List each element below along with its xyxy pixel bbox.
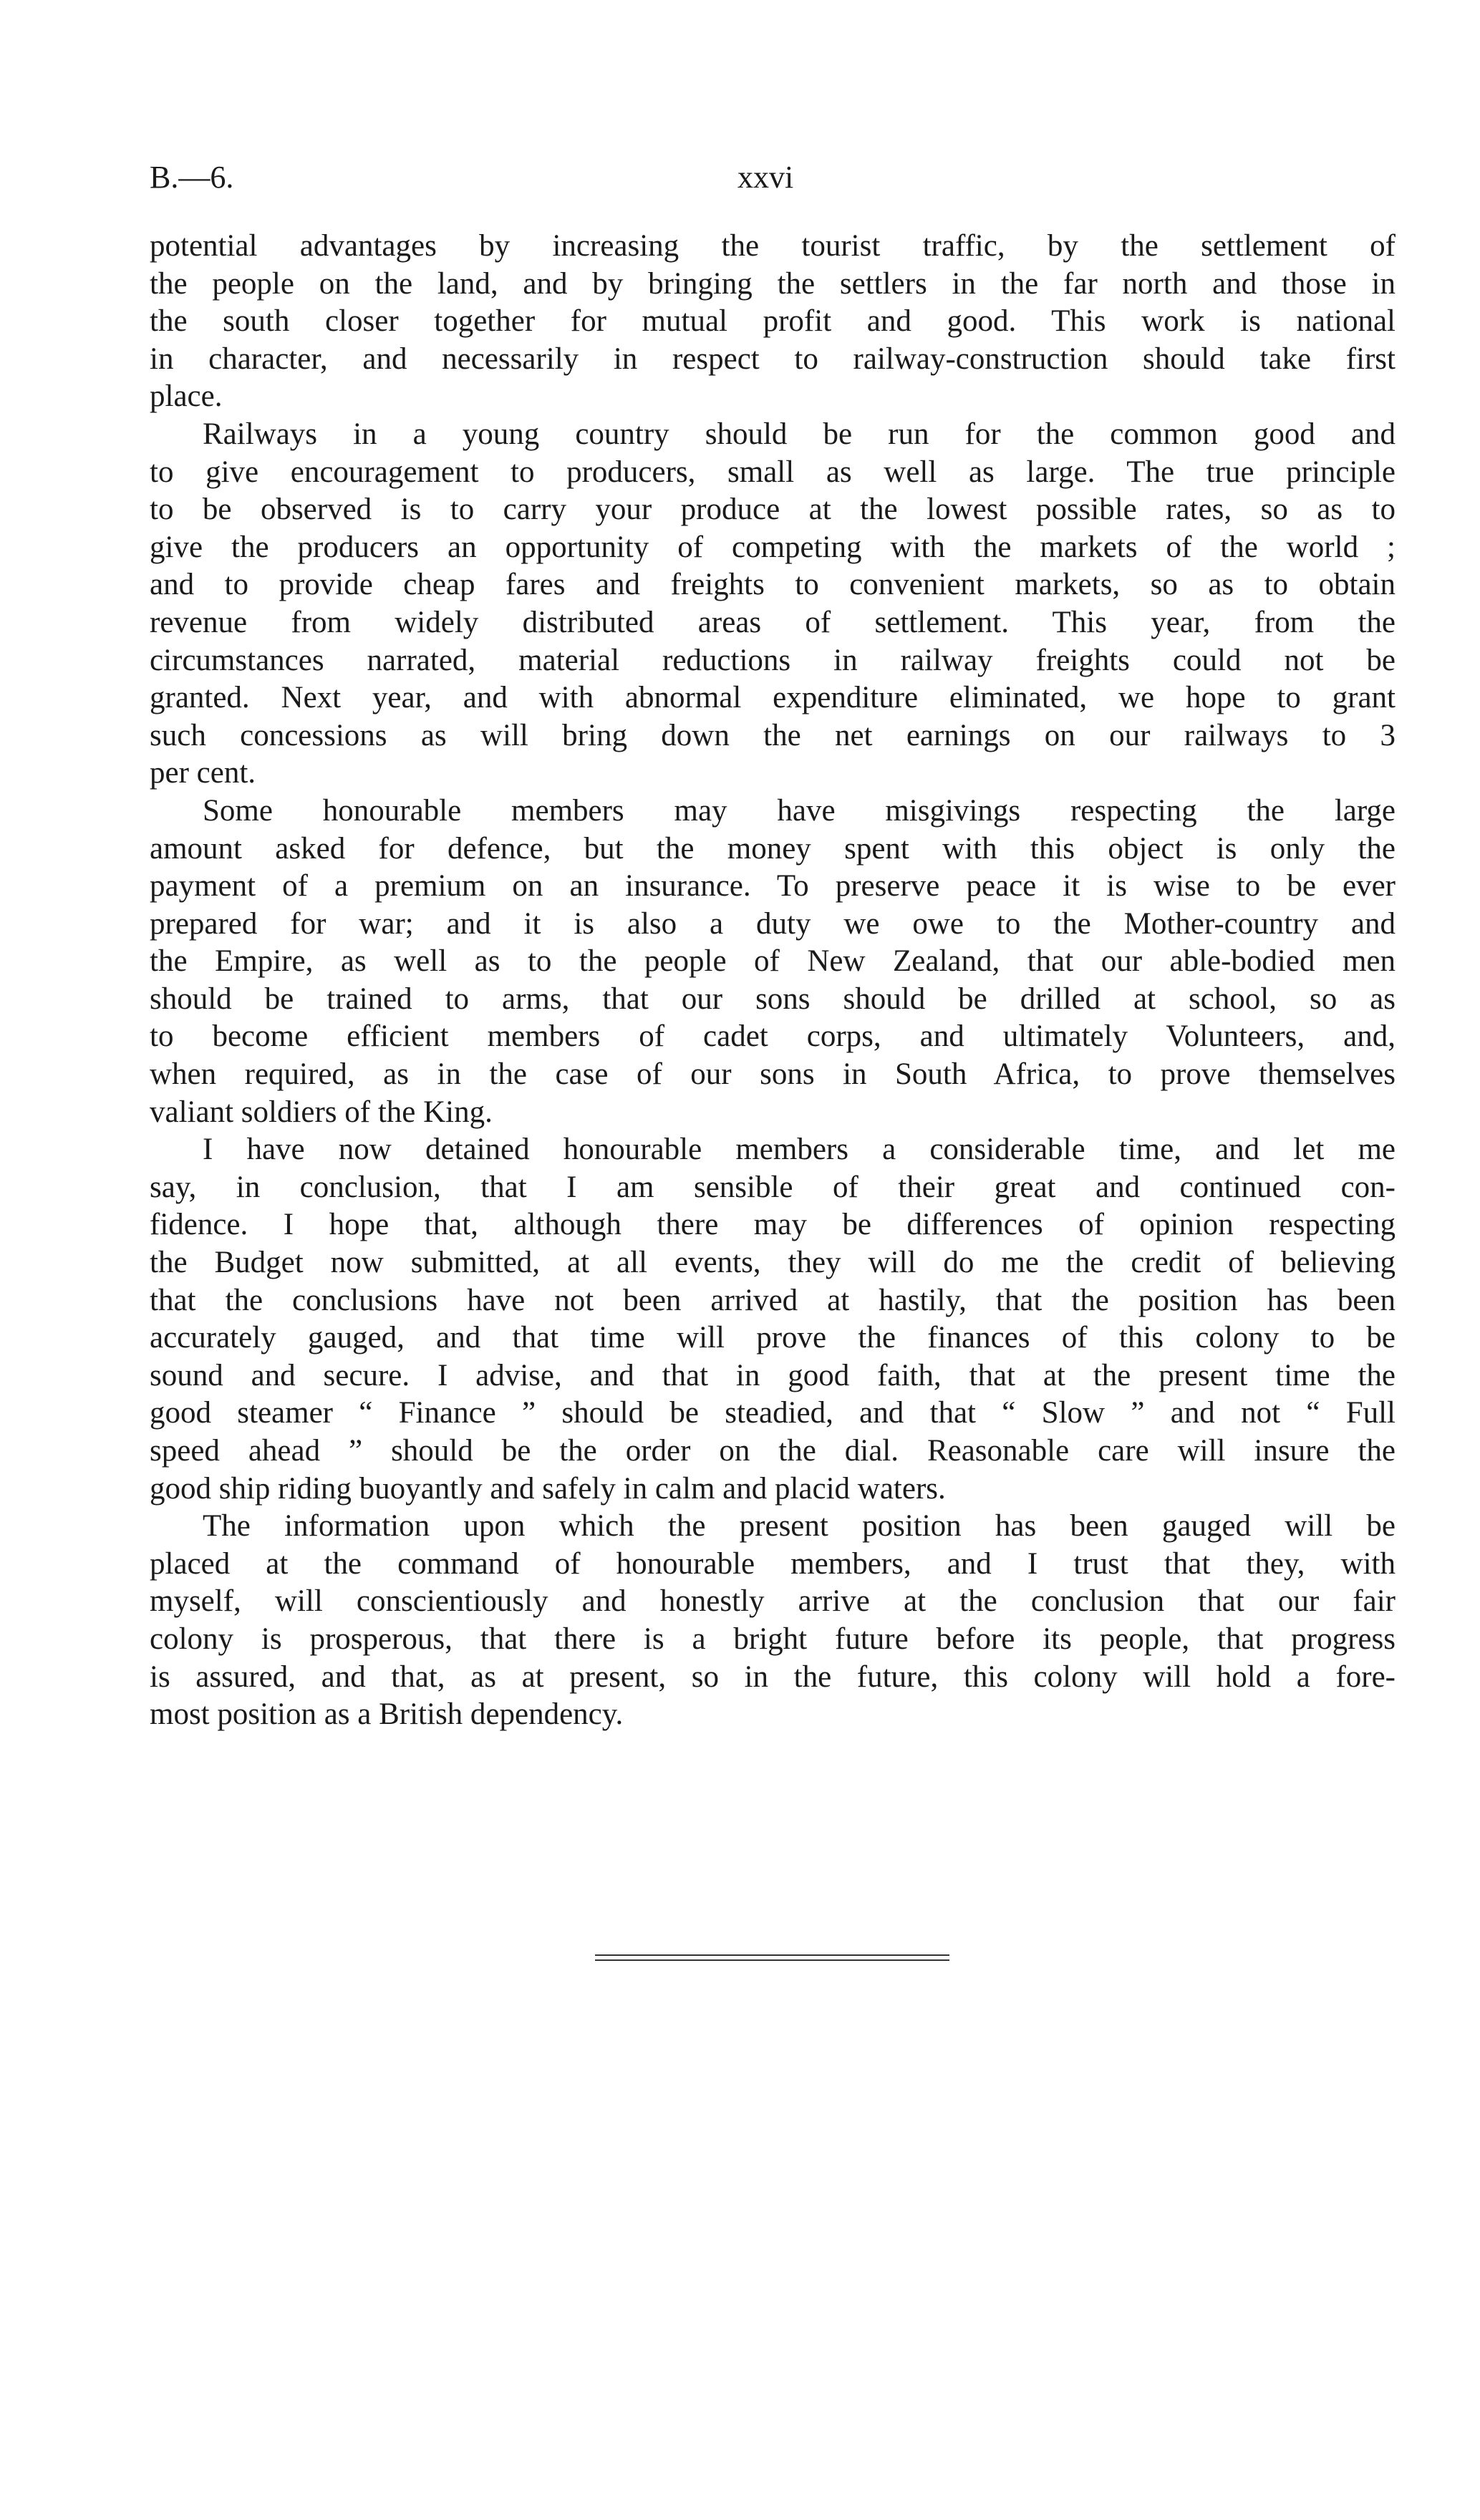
end-rule-divider (595, 1954, 949, 1961)
text-line: in character, and necessarily in respect to railway-construction should take first (150, 341, 1396, 376)
text-line: valiant soldiers of the King. (150, 1095, 493, 1129)
text-line: say, in conclusion, that I am sensible of their great and continued con- (150, 1170, 1396, 1204)
text-line: good steamer “ Finance ” should be steadied, and that “ Slow ” and not “ Full (150, 1396, 1396, 1430)
text-line: potential advantages by increasing the tourist traffic, by the settlement of (150, 229, 1396, 263)
text-line: The information upon which the present position has been gauged will be (203, 1509, 1396, 1544)
text-line: good ship riding buoyantly and safely in calm and placid waters. (150, 1471, 946, 1506)
text-line: to be observed is to carry your produce at the lowest possible rates, so as to (150, 493, 1396, 527)
paragraph (150, 1508, 1396, 1734)
document-reference: B.—6. (150, 160, 234, 195)
text-line: amount asked for defence, but the money spent with this object is only the (150, 831, 1396, 866)
text-line: Railways in a young country should be run for the common good and (203, 417, 1396, 451)
text-line: accurately gauged, and that time will prove the finances of this colony to be (150, 1321, 1396, 1355)
text-line: circumstances narrated, material reductions in railway freights could not be (150, 643, 1396, 677)
text-line: give the producers an opportunity of competing with the markets of the world ; (150, 530, 1396, 564)
text-line: is assured, and that, as at present, so in the future, this colony will hold a fore- (150, 1659, 1396, 1694)
document-body (150, 228, 1396, 1734)
text-line: the south closer together for mutual profit and good. This work is national (150, 304, 1396, 339)
text-line: place. (150, 379, 223, 414)
paragraph (150, 793, 1396, 1131)
text-line: fidence. I hope that, although there may be differences of opinion respecting (150, 1208, 1396, 1242)
text-line: Some honourable members may have misgivings respecting the large (203, 793, 1396, 828)
text-line: and to provide cheap fares and freights to convenient markets, so as to obtain (150, 568, 1396, 602)
text-line: that the conclusions have not been arrived at hastily, that the position has been (150, 1283, 1396, 1317)
text-line: the Empire, as well as to the people of New Zealand, that our able-bodied men (150, 944, 1396, 979)
text-line: most position as a British dependency. (150, 1697, 624, 1732)
paragraph (150, 228, 1396, 416)
page-number: xxvi (737, 160, 794, 195)
text-line: to give encouragement to producers, small as well as large. The true principle (150, 455, 1396, 489)
text-line: to become efficient members of cadet corps, and ultimately Volunteers, and, (150, 1019, 1396, 1054)
text-line: when required, as in the case of our sons in South Africa, to prove themselves (150, 1057, 1396, 1092)
text-line: should be trained to arms, that our sons should be drilled at school, so as (150, 982, 1396, 1016)
text-line: payment of a premium on an insurance. To preserve peace it is wise to be ever (150, 869, 1396, 903)
paragraph (150, 1131, 1396, 1508)
text-line: the Budget now submitted, at all events, they will do me the credit of believing (150, 1246, 1396, 1280)
text-line: such concessions as will bring down the net earnings on our railways to 3 (150, 718, 1396, 752)
text-line: speed ahead ” should be the order on the dial. Reasonable care will insure the (150, 1434, 1396, 1468)
text-line: prepared for war; and it is also a duty we owe to the Mother-country and (150, 906, 1396, 941)
text-line: the people on the land, and by bringing the settlers in the far north and those in (150, 266, 1396, 301)
text-line: sound and secure. I advise, and that in good faith, that at the present time the (150, 1358, 1396, 1392)
text-line: I have now detained honourable members a considerable time, and let me (203, 1133, 1396, 1167)
paragraph (150, 416, 1396, 793)
text-line: placed at the command of honourable members, and I trust that they, with (150, 1546, 1396, 1581)
text-line: myself, will conscientiously and honestly arrive at the conclusion that our fair (150, 1584, 1396, 1619)
text-line: granted. Next year, and with abnormal expenditure eliminated, we hope to grant (150, 681, 1396, 715)
text-line: revenue from widely distributed areas of settlement. This year, from the (150, 605, 1396, 639)
text-line: per cent. (150, 756, 256, 790)
text-line: colony is prosperous, that there is a bright future before its people, that progress (150, 1622, 1396, 1656)
